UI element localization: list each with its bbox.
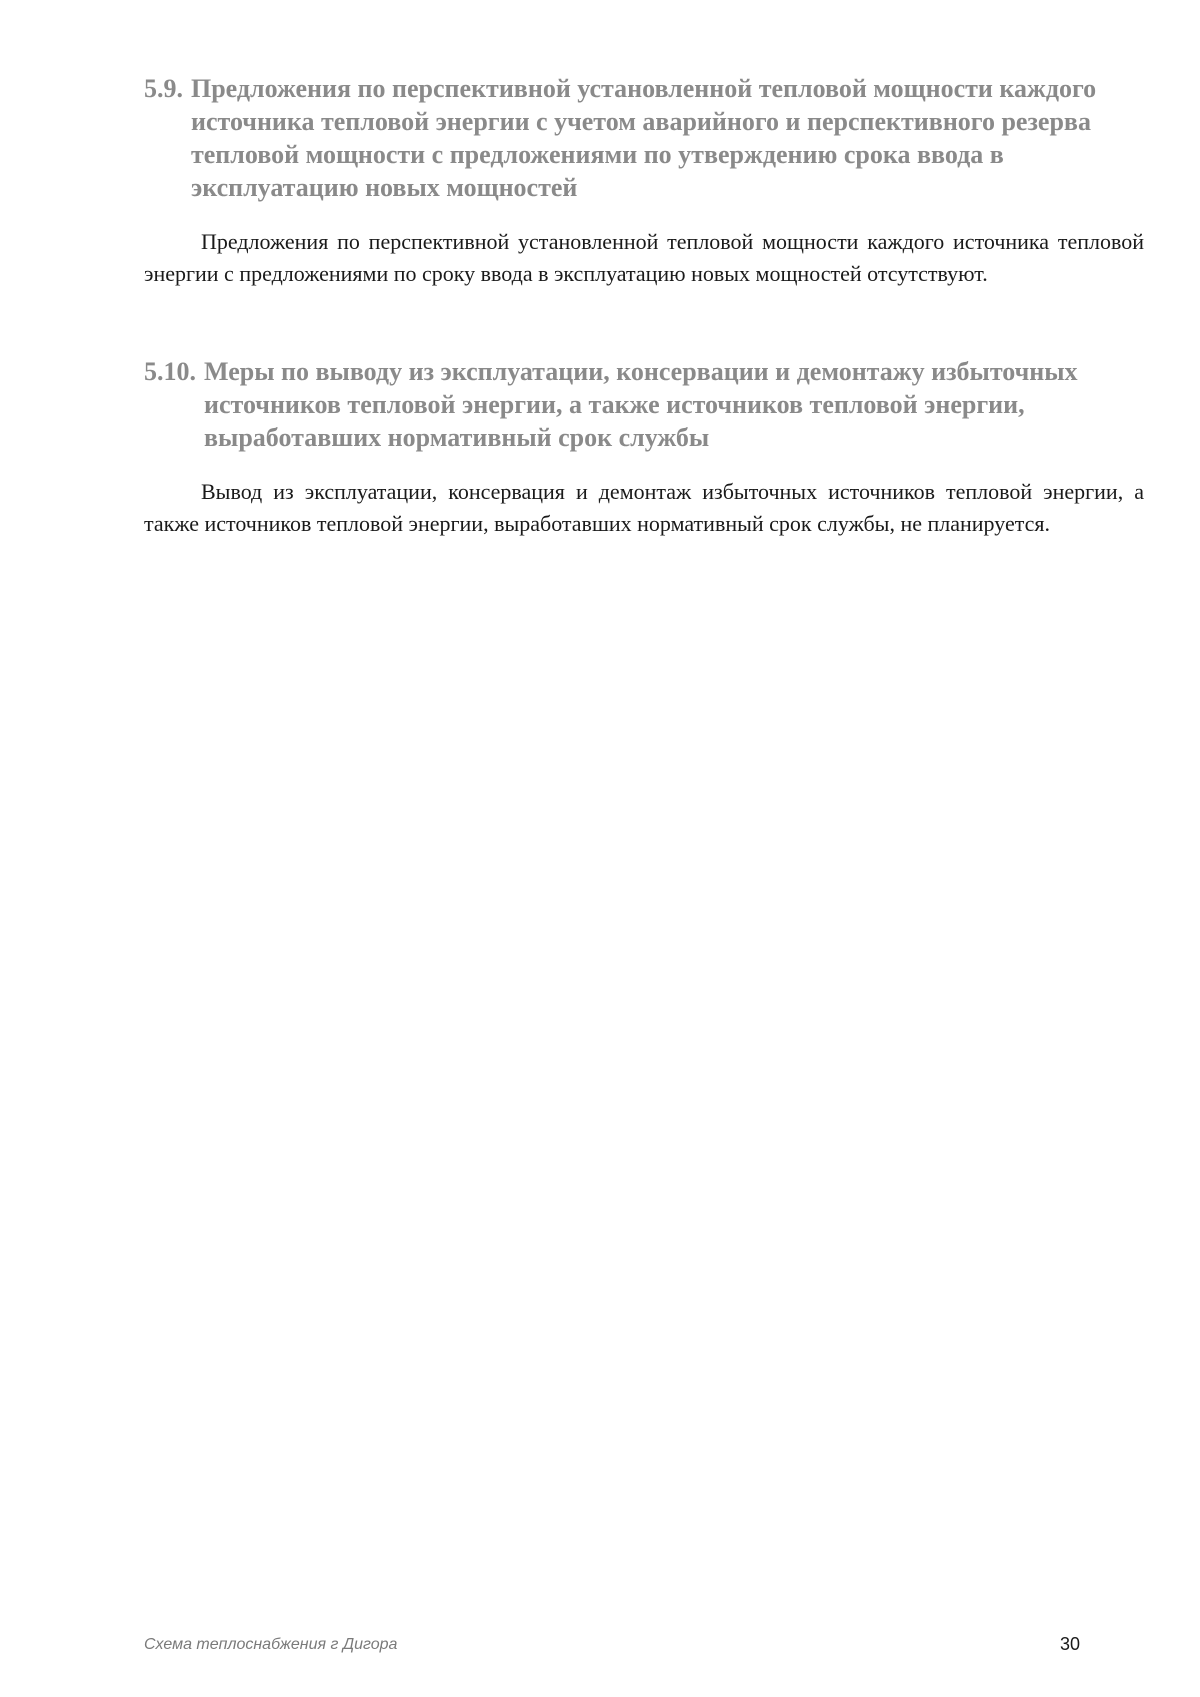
section-heading bbox=[144, 72, 1144, 204]
section-title: Предложения по перспективной установленной тепловой мощности каждого источника тепловой энергии с учетом аварийного и перспективного резерва тепловой мощности с предложениями по утверждению срока ввода в эксплуатацию новых мощностей bbox=[191, 74, 1097, 202]
section-body: Предложения по перспективной установленной тепловой мощности каждого источника тепловой энергии с предложениями по сроку ввода в эксплуатацию новых мощностей отсутствуют. bbox=[144, 229, 1144, 286]
section-body: Вывод из эксплуатации, консервация и демонтаж избыточных источников тепловой энергии, а также источников тепловой энергии, выработавших нормативный срок службы, не планируется. bbox=[144, 479, 1144, 536]
section-heading bbox=[144, 355, 1144, 454]
section-title: Меры по выводу из эксплуатации, консервации и демонтажу избыточных источников тепловой энергии, а также источников тепловой энергии, выработавших нормативный срок службы bbox=[204, 357, 1078, 452]
section-5-9 bbox=[144, 72, 1144, 290]
footer-page-number: 30 bbox=[1060, 1634, 1081, 1654]
section-5-10 bbox=[144, 355, 1144, 540]
section-number: 5.9. bbox=[144, 74, 183, 103]
footer-document-title: Схема теплоснабжения г Дигора bbox=[144, 1636, 398, 1653]
section-number: 5.10. bbox=[144, 357, 196, 386]
